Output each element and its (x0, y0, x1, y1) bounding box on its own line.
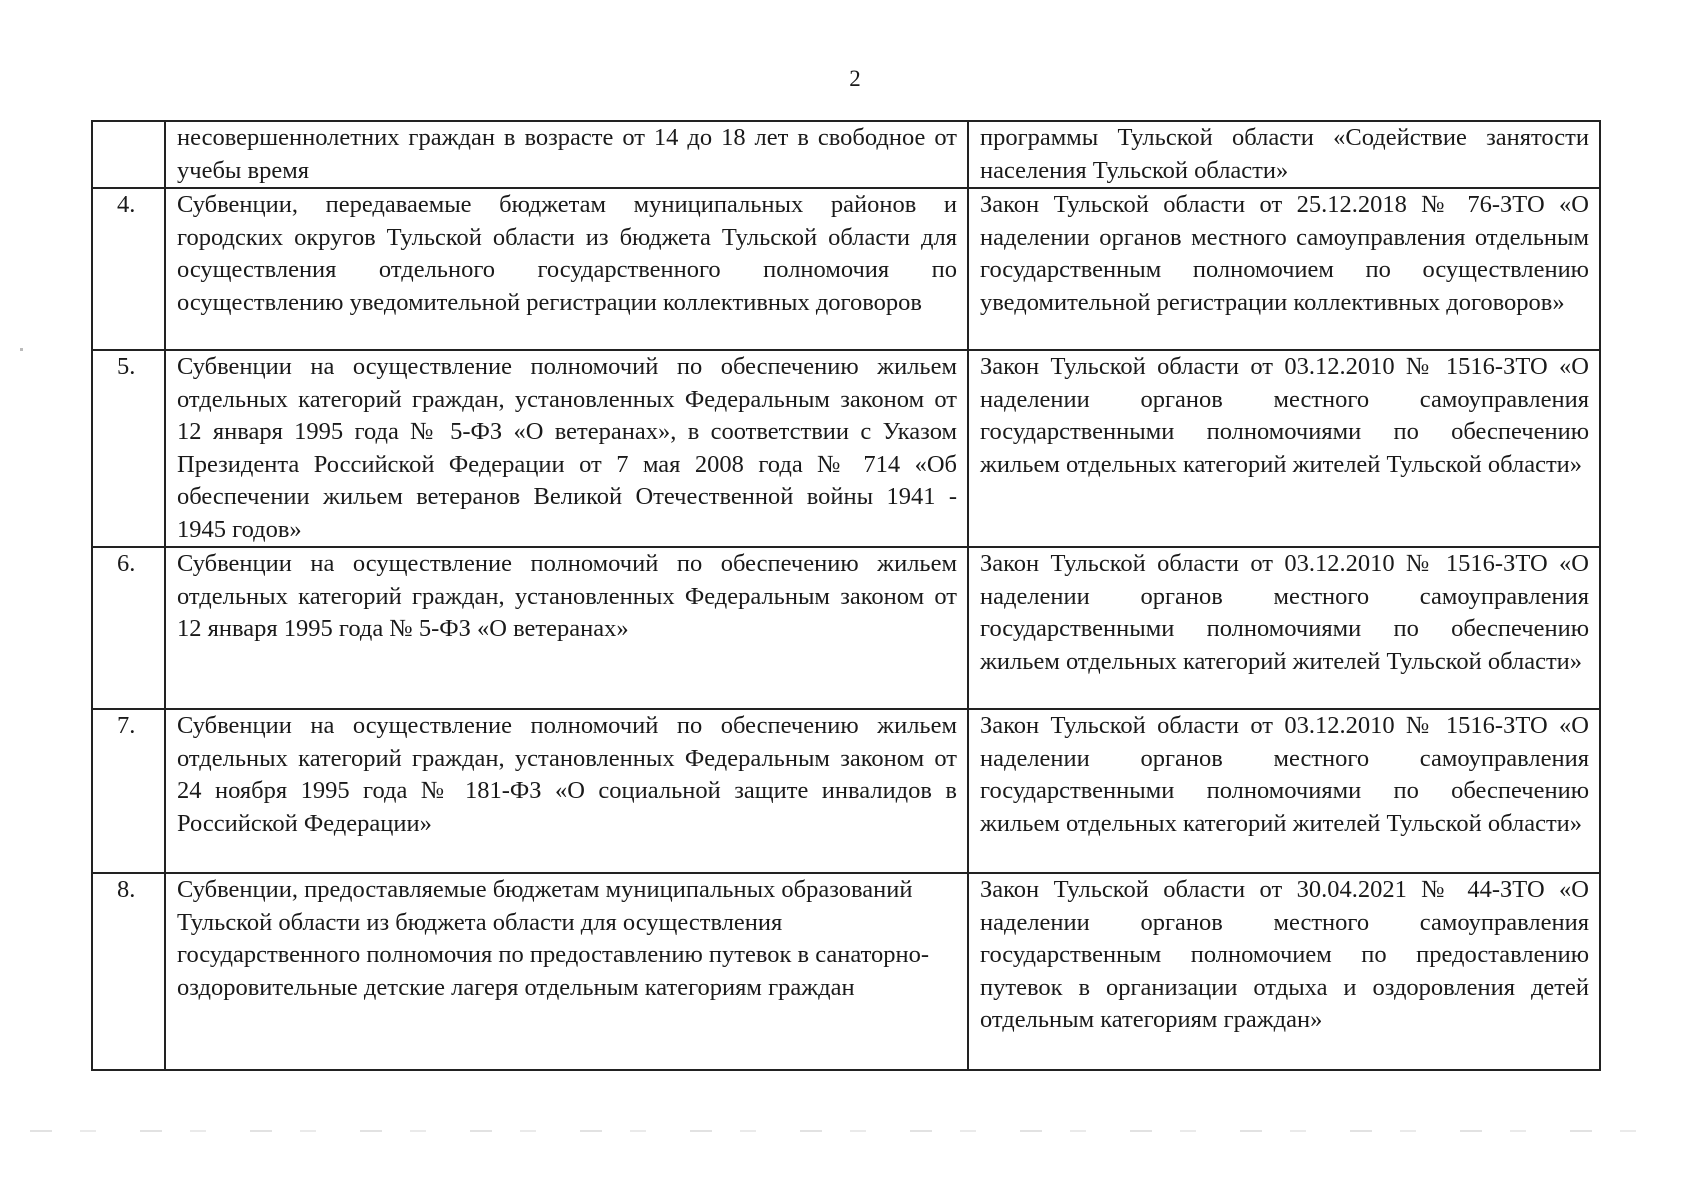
row-number: 5. (117, 353, 136, 380)
row-number-cell (92, 188, 165, 350)
row-law-cell (968, 709, 1600, 873)
row-description: Субвенции, предоставляемые бюджетам муниципальных образований Тульской области из бюджета области для осуществления государственного полномочия по предоставлению путевок в санаторно-оздоровительные детские лагеря отдельным категориям граждан (177, 876, 930, 1001)
table-row (92, 873, 1600, 1070)
row-law-cell (968, 547, 1600, 709)
table-row (92, 121, 1600, 188)
table-row (92, 350, 1600, 547)
row-number: 6. (117, 550, 136, 577)
table-row (92, 188, 1600, 350)
row-number-cell (92, 350, 165, 547)
row-number: 7. (117, 712, 136, 739)
row-law-cell (968, 188, 1600, 350)
table-row (92, 709, 1600, 873)
scan-mark (20, 348, 23, 351)
table-row (92, 547, 1600, 709)
row-law-cell (968, 121, 1600, 188)
row-number-cell (92, 873, 165, 1070)
row-number-cell (92, 547, 165, 709)
row-description-cell (165, 350, 968, 547)
row-law: Закон Тульской области от 03.12.2010 № 1516-ЗТО «О наделении органов местного самоуправления государственными полномочиями по обеспечению жильем отдельных категорий жителей Тульской области» (980, 550, 1589, 675)
row-number-cell (92, 709, 165, 873)
scan-artifact-line (30, 1130, 1670, 1132)
row-description-cell (165, 547, 968, 709)
row-law-cell (968, 873, 1600, 1070)
subventions-table (91, 120, 1601, 1071)
row-law: программы Тульской области «Содействие занятости населения Тульской области» (980, 124, 1589, 184)
row-description-cell (165, 121, 968, 188)
row-description: Субвенции на осуществление полномочий по обеспечению жильем отдельных категорий граждан, установленных Федеральным законом от 12 января 1995 года № 5-ФЗ «О ветеранах» (177, 550, 957, 642)
row-description-cell (165, 873, 968, 1070)
page-number: 2 (849, 66, 861, 91)
row-description: несовершеннолетних граждан в возрасте от 14 до 18 лет в свободное от учебы время (177, 124, 957, 184)
row-law: Закон Тульской области от 03.12.2010 № 1516-ЗТО «О наделении органов местного самоуправления государственными полномочиями по обеспечению жильем отдельных категорий жителей Тульской области» (980, 712, 1589, 837)
row-law: Закон Тульской области от 03.12.2010 № 1516-ЗТО «О наделении органов местного самоуправления государственными полномочиями по обеспечению жильем отдельных категорий жителей Тульской области» (980, 353, 1589, 478)
row-description-cell (165, 188, 968, 350)
row-law: Закон Тульской области от 30.04.2021 № 44-ЗТО «О наделении органов местного самоуправления государственным полномочием по предоставлению путевок в организации отдыха и оздоровления детей отдельным категориям граждан» (980, 876, 1589, 1033)
row-description: Субвенции, передаваемые бюджетам муниципальных районов и городских округов Тульской области из бюджета Тульской области для осуществления отдельного государственного полномочия по осуществлению уведомительной регистрации коллективных договоров (177, 191, 957, 316)
row-description-cell (165, 709, 968, 873)
row-description: Субвенции на осуществление полномочий по обеспечению жильем отдельных категорий граждан, установленных Федеральным законом от 24 ноября 1995 года № 181-ФЗ «О социальной защите инвалидов в Российской Федерации» (177, 712, 957, 837)
row-number: 4. (117, 191, 136, 218)
row-description: Субвенции на осуществление полномочий по обеспечению жильем отдельных категорий граждан, установленных Федеральным законом от 12 января 1995 года № 5-ФЗ «О ветеранах», в соответствии с Указом Президента Российской Федерации от 7 мая 2008 года № 714 «Об обеспечении жильем ветеранов Великой Отечественной войны 1941 - 1945 годов» (177, 353, 957, 543)
row-number-cell (92, 121, 165, 188)
row-law: Закон Тульской области от 25.12.2018 № 76-ЗТО «О наделении органов местного самоуправления отдельным государственным полномочием по осуществлению уведомительной регистрации коллективных договоров» (980, 191, 1589, 316)
row-number: 8. (117, 876, 136, 903)
row-law-cell (968, 350, 1600, 547)
